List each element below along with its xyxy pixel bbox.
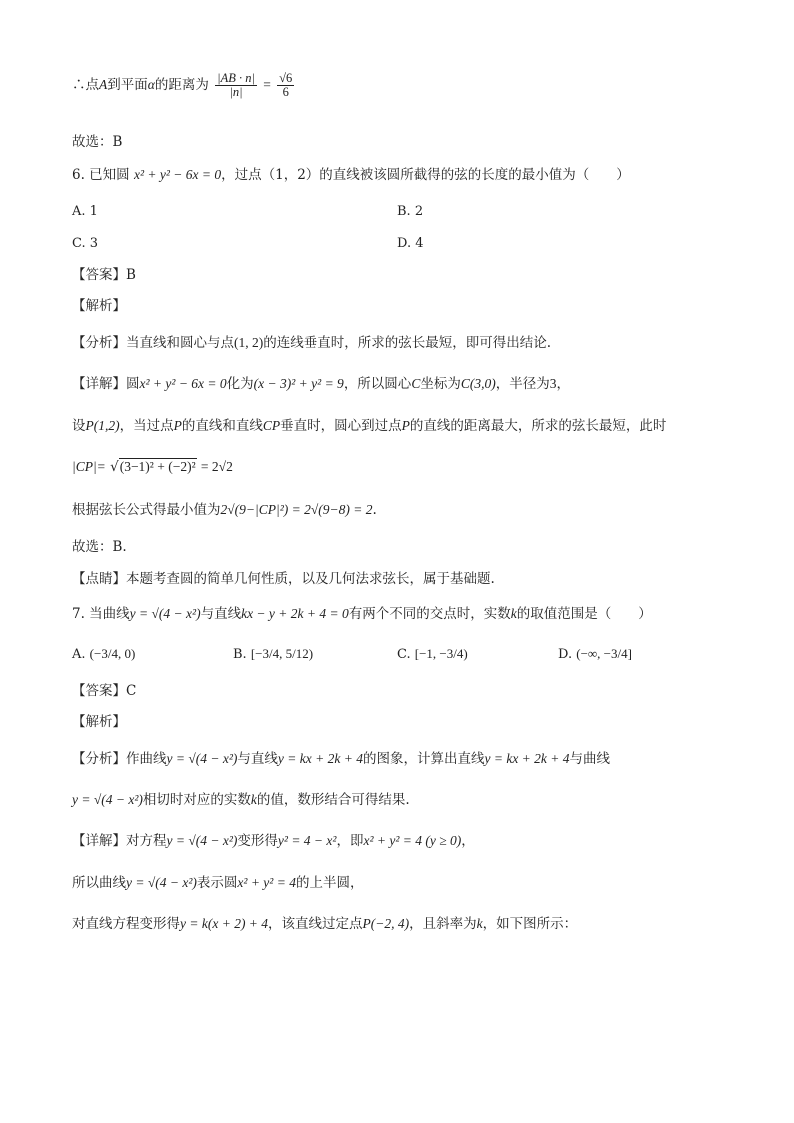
- choice-q6: 故选：B.: [72, 539, 127, 555]
- curve-equation: y = √(4 − x²): [166, 751, 238, 766]
- text: 的距离为: [154, 77, 209, 94]
- equals-sign: =: [263, 77, 271, 93]
- option-value: [−3/4, 5/12): [250, 646, 314, 661]
- text: 化为: [226, 376, 254, 392]
- option-label: C.: [397, 647, 411, 662]
- distance-fraction: [215, 72, 257, 99]
- point-a: A: [99, 77, 108, 93]
- chord-formula: 2√(9−|CP|²) = 2√(9−8) = 2: [220, 502, 373, 517]
- text: 的直线和直线: [181, 418, 263, 434]
- text: 与曲线: [569, 751, 611, 767]
- radicand: (3−1)² + (−2)²: [119, 459, 196, 474]
- sqrt-expression: √(3−1)² + (−2)²: [110, 459, 196, 475]
- point-p: P: [173, 418, 182, 433]
- text: ，过点（1，2）的直线被该圆所截得的弦的长度的最小值为（ ）: [221, 167, 630, 183]
- fraction-numerator: |AB · n|: [217, 71, 255, 85]
- variable-k: k: [250, 792, 257, 807]
- text: 的直线的距离最大，所求的弦长最短，此时: [409, 418, 667, 434]
- detail-q7-line3: [72, 916, 577, 932]
- detail-q7-line2: [72, 875, 363, 891]
- text: 与直线: [237, 751, 278, 767]
- text: 的连线垂直时，所求的弦长最短，即可得出结论.: [263, 335, 552, 351]
- text: .: [372, 502, 377, 518]
- text: 设: [72, 418, 86, 434]
- equation: x² + y² − 6x = 0: [139, 376, 227, 391]
- equation: x² + y² = 4 (y ≥ 0): [363, 833, 462, 848]
- cp-length-lhs: |CP|=: [72, 459, 106, 474]
- text: 相切时对应的实数: [142, 792, 251, 808]
- plane-alpha: α: [147, 77, 155, 93]
- line-equation: kx − y + 2k + 4 = 0: [241, 606, 349, 621]
- center-point: C(3,0): [460, 376, 496, 391]
- option-label: B.: [233, 647, 247, 662]
- option-a: [72, 646, 135, 662]
- equation: y² = 4 − x²: [277, 833, 337, 848]
- text: 对直线方程变形得: [72, 916, 180, 932]
- curve-equation: y = √(4 − x²): [129, 606, 201, 621]
- circle-equation: x² + y² = 4: [237, 875, 296, 890]
- point-p: P: [401, 418, 410, 433]
- fraction-denominator: |n|: [229, 85, 243, 100]
- text: 对方程: [126, 833, 167, 849]
- tag: 【点睛】: [72, 571, 126, 587]
- option-label: D.: [558, 647, 573, 662]
- text: ∴点: [72, 77, 99, 94]
- cp-length-result: = 2√2: [200, 459, 233, 474]
- option-c: C. 3: [72, 236, 99, 251]
- option-value: (−∞, −3/4]: [576, 646, 632, 661]
- text: 的取值范围是（ ）: [516, 606, 652, 622]
- point-p: P(1,2): [85, 418, 120, 433]
- result-denominator: 6: [282, 85, 289, 100]
- line-equation: y = kx + 2k + 4: [484, 751, 570, 766]
- text: ，如下图所示：: [482, 916, 578, 932]
- text: 有两个不同的交点时，实数: [348, 606, 511, 622]
- text: ，当过点: [119, 418, 174, 434]
- text: 作曲线: [126, 751, 167, 767]
- question-7-stem: [72, 606, 652, 622]
- option-value: [−1, −3/4): [414, 646, 468, 661]
- text: ，即: [336, 833, 364, 849]
- detail-q6-line4: [72, 502, 377, 518]
- detail-q7-line1: [72, 833, 475, 849]
- fixed-point-p: P(−2, 4): [362, 916, 410, 931]
- text: 变形得: [237, 833, 278, 849]
- tag: 【分析】: [72, 751, 126, 767]
- tag: 【详解】: [72, 376, 126, 392]
- text: 的上半圆，: [295, 875, 364, 891]
- detail-q6-line1: [72, 376, 570, 392]
- option-b: B. 2: [397, 204, 424, 219]
- option-d: D. 4: [397, 236, 424, 251]
- equation: (x − 3)² + y² = 9: [253, 376, 344, 391]
- detail-q6-line3: [72, 459, 233, 475]
- detail-q6-line2: [72, 418, 666, 434]
- slope-k: k: [476, 916, 483, 931]
- center-c: C: [411, 376, 421, 391]
- circle-equation: x² + y² − 6x = 0: [133, 167, 222, 182]
- option-d: [558, 646, 632, 662]
- answer-q6: 【答案】B: [72, 267, 136, 283]
- text: 垂直时，圆心到过点: [280, 418, 402, 434]
- line-equation: y = kx + 2k + 4: [277, 751, 363, 766]
- curve-equation: y = √(4 − x²): [126, 875, 197, 890]
- text: 6. 已知圆: [72, 167, 130, 183]
- text: ，该直线过定点: [268, 916, 363, 932]
- tag: 【详解】: [72, 833, 126, 849]
- comment-q6: [72, 571, 495, 587]
- result-numerator: √6: [279, 71, 293, 85]
- choice-q5: 故选：B: [72, 134, 123, 150]
- line-equation: y = k(x + 2) + 4: [180, 916, 269, 931]
- text: 表示圆: [196, 875, 238, 891]
- radius: 3: [549, 376, 557, 391]
- option-a: A. 1: [72, 204, 98, 219]
- option-label: A.: [72, 647, 86, 662]
- text: 与直线: [200, 606, 242, 622]
- text: ，: [556, 376, 570, 392]
- text: 当直线和圆心与点: [126, 335, 234, 351]
- analysis-q7-line1: [72, 751, 610, 767]
- option-c: [397, 646, 468, 662]
- distance-conclusion: [72, 72, 296, 99]
- text: 的图象，计算出直线: [362, 751, 485, 767]
- text: 本题考查圆的简单几何性质，以及几何法求弦长，属于基础题.: [126, 571, 495, 587]
- analysis-q6: [72, 335, 551, 351]
- text: 根据弦长公式得最小值为: [72, 502, 221, 518]
- text: 圆: [126, 376, 140, 392]
- option-value: (−3/4, 0): [89, 646, 136, 661]
- result-fraction: [277, 72, 294, 99]
- text: ，半径为: [495, 376, 550, 392]
- text: 的值，数形结合可得结果.: [256, 792, 410, 808]
- text: 7. 当曲线: [72, 606, 130, 622]
- text: ，: [461, 833, 475, 849]
- curve-equation: y = √(4 − x²): [72, 792, 143, 807]
- line-cp: CP: [262, 418, 281, 433]
- analysis-tag-q7: 【解析】: [72, 714, 126, 730]
- equation: y = √(4 − x²): [166, 833, 238, 848]
- answer-q7: 【答案】C: [72, 683, 137, 699]
- text: 坐标为: [420, 376, 461, 392]
- variable-k: k: [510, 606, 517, 621]
- question-6-stem: [72, 167, 630, 183]
- point: (1, 2): [234, 335, 264, 350]
- text: ，所以圆心: [343, 376, 412, 392]
- text: 到平面: [107, 77, 148, 94]
- analysis-q7-line2: [72, 792, 410, 808]
- text: 所以曲线: [72, 875, 126, 891]
- analysis-tag-q6: 【解析】: [72, 298, 126, 314]
- text: ，且斜率为: [409, 916, 477, 932]
- option-b: [233, 646, 313, 662]
- tag: 【分析】: [72, 335, 126, 351]
